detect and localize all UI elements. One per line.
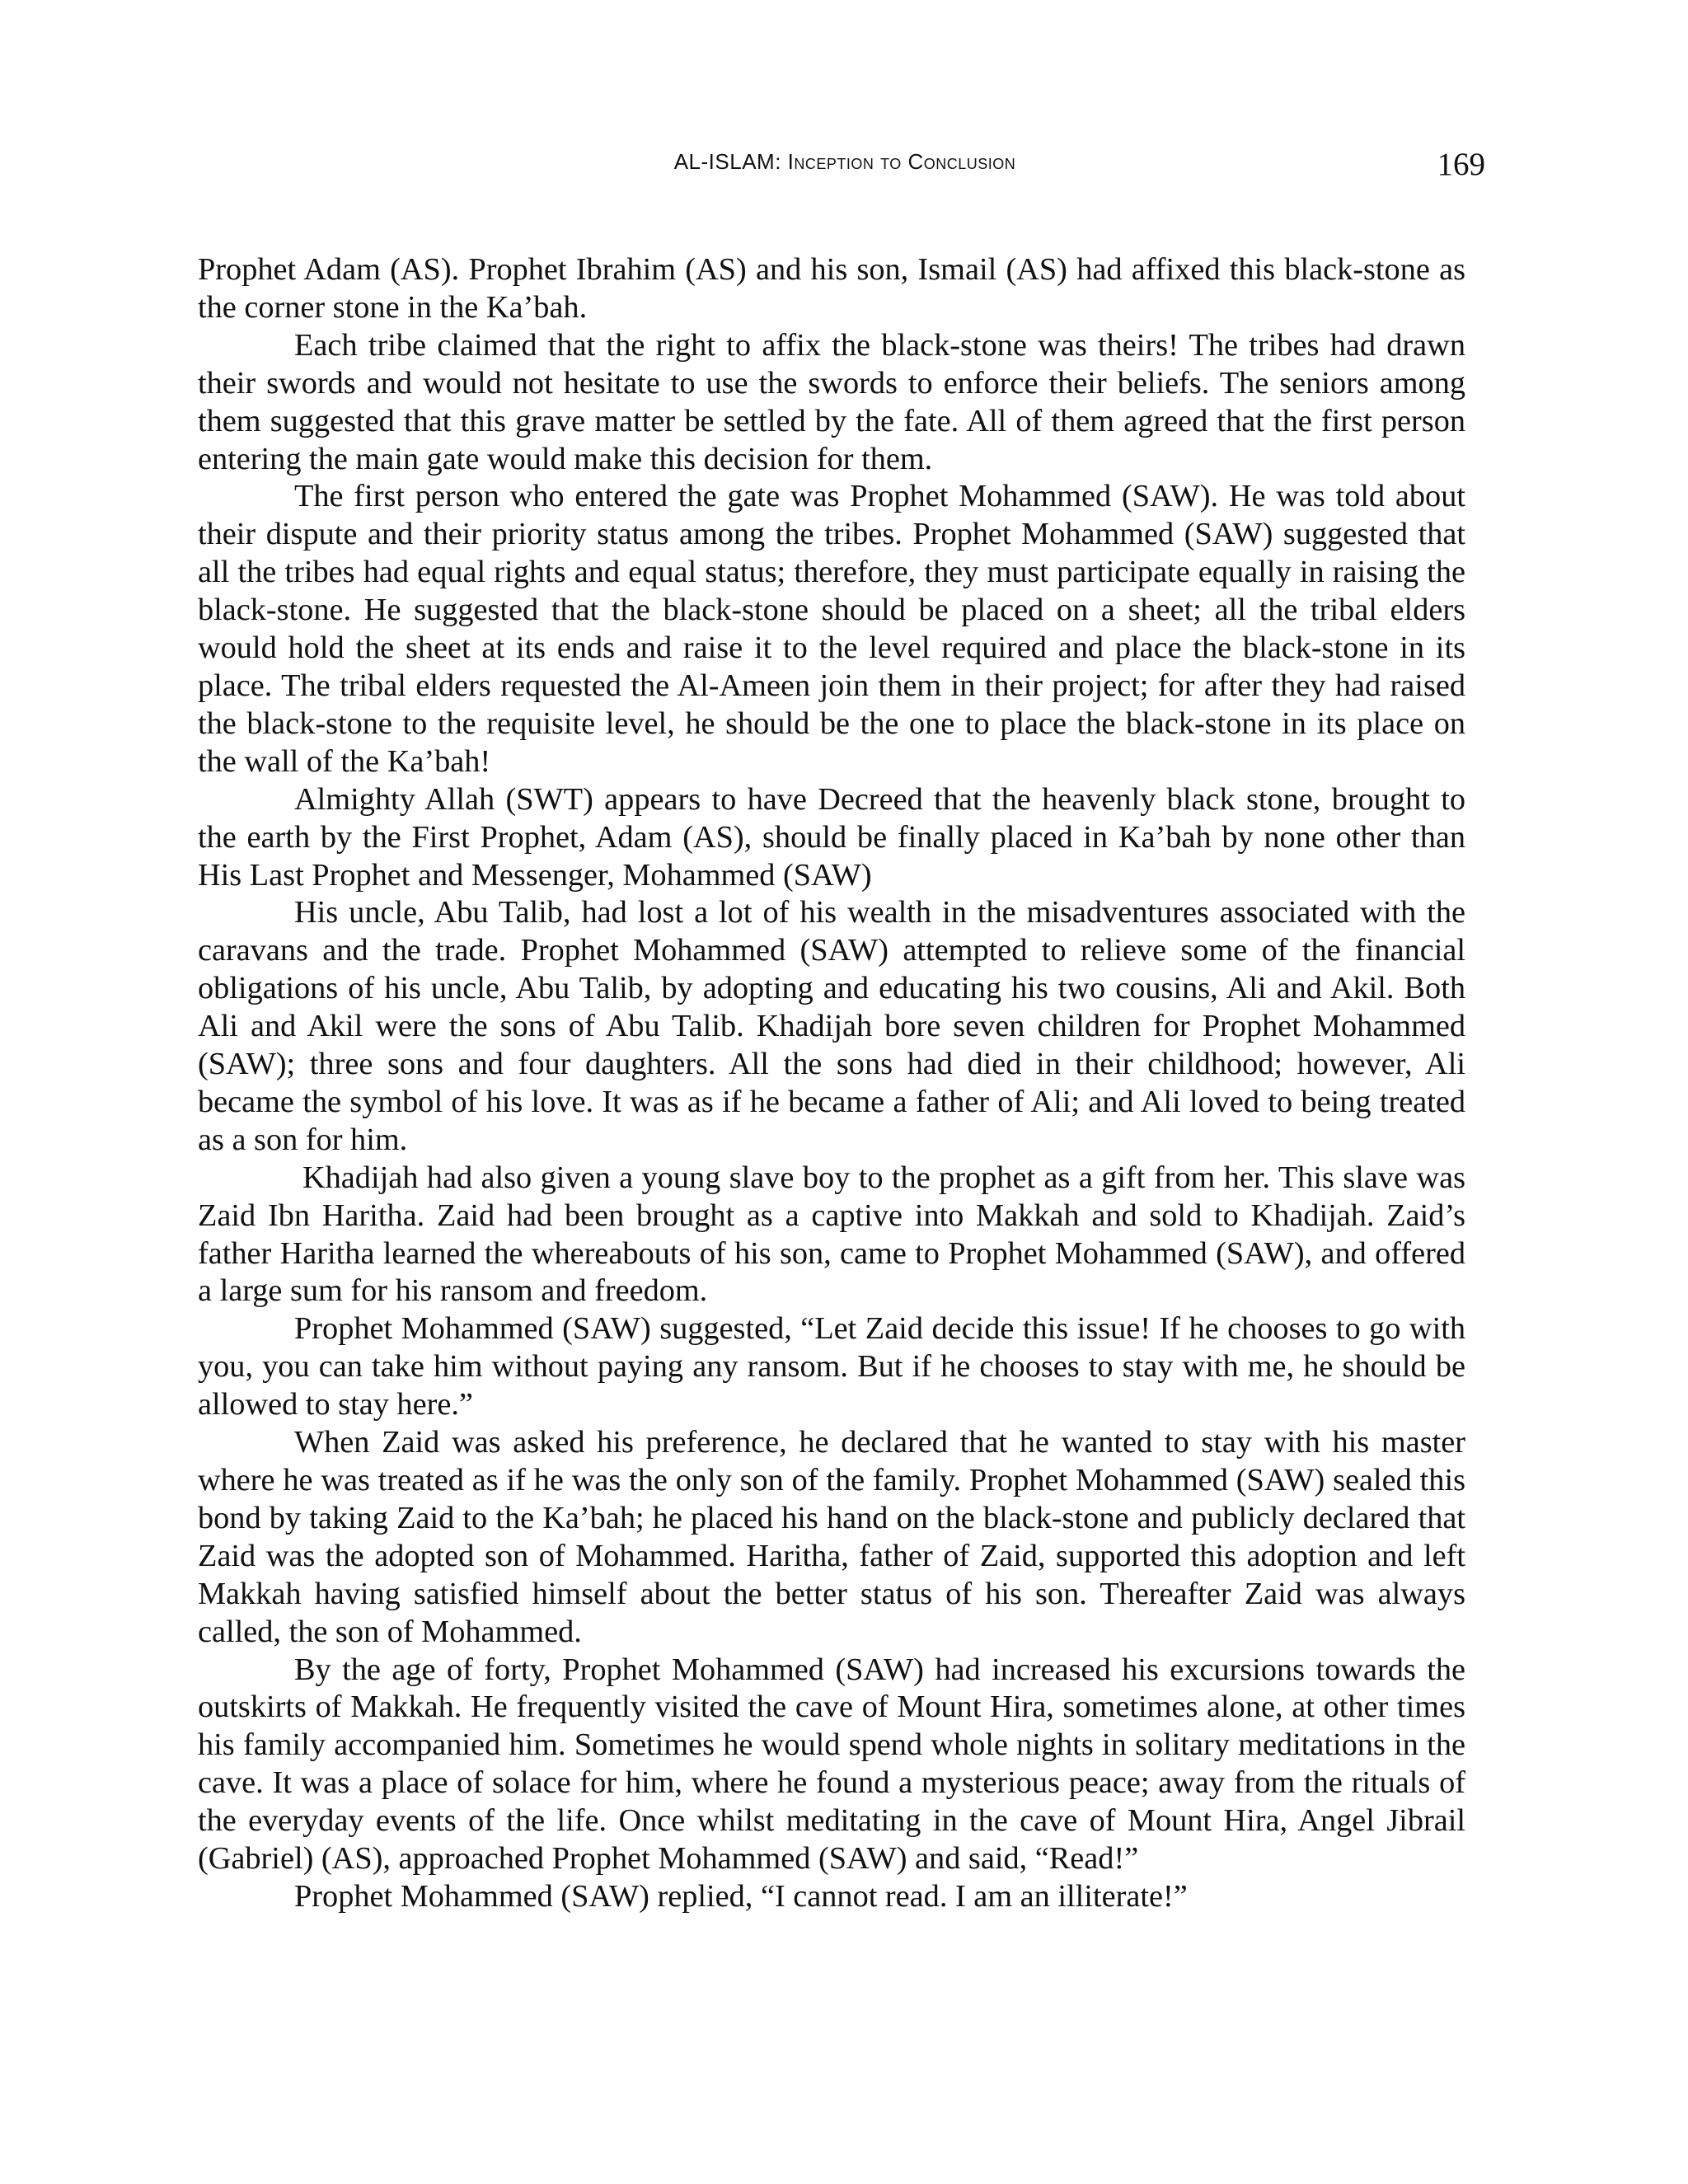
paragraph: When Zaid was asked his preference, he declared that he wanted to stay with his master where he was treated as if he was the only son of the family. Prophet Mohammed (SAW) sealed this bond by taking Zaid to the Ka’bah; he placed his hand on the black-stone and publicly declared that Zaid was the adopted son of Mohammed. Haritha, father of Zaid, supported this adoption and left Makkah having satisfied himself about the better status of his son. Thereafter Zaid was always called, the son of Mohammed. bbox=[198, 1425, 1465, 1649]
paragraph: Prophet Mohammed (SAW) suggested, “Let Zaid decide this issue! If he chooses to go with you, you can take him without paying any ransom. But if he chooses to stay with me, he should be allowed to stay here.” bbox=[198, 1311, 1465, 1422]
running-title: AL-ISLAM: Inception to Conclusion bbox=[673, 149, 1016, 174]
page-number: 169 bbox=[1437, 147, 1485, 182]
paragraph: By the age of forty, Prophet Mohammed (SAW) had increased his excursions towards the outskirts of Makkah. He frequently visited the cave of Mount Hira, sometimes alone, at other times his family accompanied him. Sometimes he would spend whole nights in solitary meditations in the cave. It was a place of solace for him, where he found a mysterious peace; away from the rituals of the everyday events of the life. Once whilst meditating in the cave of Mount Hira, Angel Jibrail (Gabriel) (AS), approached Prophet Mohammed (SAW) and said, “Read!” bbox=[198, 1652, 1465, 1877]
paragraph: Almighty Allah (SWT) appears to have Decreed that the heavenly black stone, brought to the earth by the First Prophet, Adam (AS), should be finally placed in Ka’bah by none other than His Last Prophet and Messenger, Mohammed (SAW) bbox=[198, 781, 1465, 893]
running-header bbox=[198, 147, 1485, 182]
body-text bbox=[198, 251, 1465, 1916]
paragraph: Khadijah had also given a young slave boy to the prophet as a gift from her. This slave was Zaid Ibn Haritha. Zaid had been brought as a captive into Makkah and sold to Khadijah. Zaid’s father Haritha learned the whereabouts of his son, came to Prophet Mohammed (SAW), and offered a large sum for his ransom and freedom. bbox=[198, 1160, 1465, 1309]
paragraph: Prophet Adam (AS). Prophet Ibrahim (AS) and his son, Ismail (AS) had affixed this black-stone as the corner stone in the Ka’bah. bbox=[198, 252, 1465, 325]
paragraph: Prophet Mohammed (SAW) replied, “I cannot read. I am an illiterate!” bbox=[294, 1878, 1188, 1914]
paragraph: The first person who entered the gate was Prophet Mohammed (SAW). He was told about their dispute and their priority status among the tribes. Prophet Mohammed (SAW) suggested that all the tribes had equal rights and equal status; therefore, they must participate equally in raising the black-stone. He suggested that the black-stone should be placed on a sheet; all the tribal elders would hold the sheet at its ends and raise it to the level required and place the black-stone in its place. The tribal elders requested the Al-Ameen join them in their project; for after they had raised the black-stone to the requisite level, he should be the one to place the black-stone in its place on the wall of the Ka’bah! bbox=[198, 479, 1465, 779]
paragraph: His uncle, Abu Talib, had lost a lot of his wealth in the misadventures associated with the caravans and the trade. Prophet Mohammed (SAW) attempted to relieve some of the financial obligations of his uncle, Abu Talib, by adopting and educating his two cousins, Ali and Akil. Both Ali and Akil were the sons of Abu Talib. Khadijah bore seven children for Prophet Mohammed (SAW); three sons and four daughters. All the sons had died in their childhood; however, Ali became the symbol of his love. It was as if he became a father of Ali; and Ali loved to being treated as a son for him. bbox=[198, 895, 1465, 1157]
paragraph: Each tribe claimed that the right to affix the black-stone was theirs! The tribes had drawn their swords and would not hesitate to use the swords to enforce their beliefs. The seniors among them suggested that this grave matter be settled by the fate. All of them agreed that the first person entering the main gate would make this decision for them. bbox=[198, 327, 1465, 476]
